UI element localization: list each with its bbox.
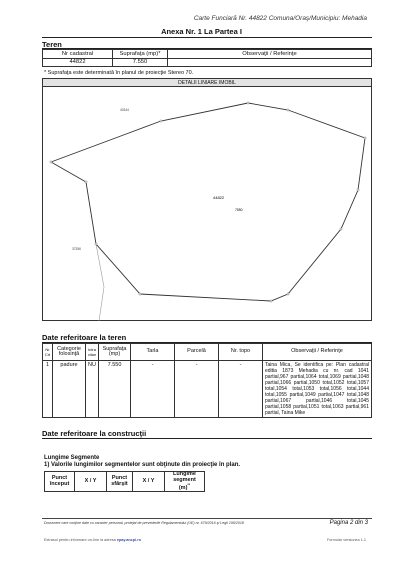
neighbor-label: 40344 — [120, 108, 129, 112]
document-header: Carte Funciară Nr. 44822 Comuna/Oraş/Municipiu: Mehadia — [193, 15, 367, 22]
column-header: Nr cadastral — [43, 50, 113, 59]
column-header: Parcelă — [175, 344, 219, 361]
page-number: Pagina 2 din 3 — [329, 520, 368, 526]
cell-observatii: Taina Mica, Se identifica pe: Plan cadastral editia 1873 Mehadia cu nr. cad 1041 partial,967 partial,1064 total,1069 partial,1048 partial,1066 partial,1050 total,1052 total,1057 total,1054 total,1053 total,1056 total,1044 total,1055 partial,1049 partial,1047 total,1048 partial,1067 partial,1046 total,1045 partial,1058 partial,1051 total,1063 partial,961 partial, Taina Mike — [263, 361, 372, 418]
section-title-teren: Teren — [42, 40, 62, 49]
column-header: Observaţii / Referinţe — [263, 344, 372, 361]
section-title-referitoare-teren: Date referitoare la teren — [42, 333, 127, 342]
section-title-constructii: Date referitoare la construcţii — [42, 429, 147, 438]
cell-nr-topo: - — [219, 361, 263, 418]
privacy-note: Document care conţine date cu caracter personal, protejat de prevederile Regulamentului (UE) nr. 679/2016 şi Legii 190/2018 — [44, 521, 244, 525]
column-header: Suprafaţa (mp) — [99, 344, 131, 361]
column-header: Intra vilan — [86, 344, 99, 361]
cell-suprafata: 7.550 — [99, 361, 131, 418]
plan-box — [42, 78, 372, 321]
column-header: Categorie folosinţă — [53, 344, 86, 361]
plan-title: DETALII LINIARE IMOBIL — [43, 79, 371, 87]
column-header: Lungime segment (m)** — [165, 472, 205, 492]
neighbor-label: 37356 — [72, 247, 81, 251]
cell-intravilan: NU — [86, 361, 99, 418]
divider — [42, 438, 372, 439]
table-row — [43, 361, 372, 418]
annex-title: Anexa Nr. 1 La Partea I — [161, 27, 242, 36]
column-header: Suprafaţa (mp)* — [113, 50, 168, 59]
teren-table — [42, 49, 372, 67]
cell-observatii — [168, 58, 372, 67]
footer-link[interactable]: epay.ancpi.ro — [116, 538, 142, 542]
cell-nr: 1 — [43, 361, 53, 418]
column-header: Observaţii / Referinţe — [168, 50, 372, 59]
parcel-plan-drawing — [43, 87, 372, 321]
divider — [42, 37, 372, 38]
cell-categorie: padure — [53, 361, 86, 418]
cell-tarla: - — [131, 361, 175, 418]
divider — [42, 518, 372, 519]
column-header: X / Y — [75, 472, 107, 492]
vertex-markers — [50, 102, 366, 302]
segments-subtitle: 1) Valorile lungimilor segmentelor sunt obţinute din proiecţie în plan. — [44, 462, 241, 468]
parcel-outline — [51, 103, 365, 301]
segments-table — [44, 471, 205, 492]
column-header: Punct început — [45, 472, 75, 492]
column-header: X / Y — [133, 472, 165, 492]
parcel-number-label: 44822 — [213, 195, 225, 200]
form-version: Formular versiunea 1.1 — [326, 538, 366, 542]
footnote: * Suprafaţa este determinată în planul de proiecţie Stereo 70. — [44, 70, 194, 76]
cell-nr-cadastral: 44822 — [43, 58, 113, 67]
neighbor-boundary — [96, 244, 104, 321]
land-details-table — [42, 343, 372, 418]
cell-suprafata: 7.550 — [113, 58, 168, 67]
column-header: Nr. topo — [219, 344, 263, 361]
parcel-area-label: 7550 — [235, 208, 243, 212]
footer-source: Extrasul pentru informare on-line la adresa epay.ancpi.ro — [44, 538, 142, 542]
column-header: Nr Crt — [43, 344, 53, 361]
column-header: Tarla — [131, 344, 175, 361]
segments-title: Lungime Segmente — [44, 455, 100, 461]
column-header: Punct sfârşit — [107, 472, 133, 492]
cell-parcela: - — [175, 361, 219, 418]
